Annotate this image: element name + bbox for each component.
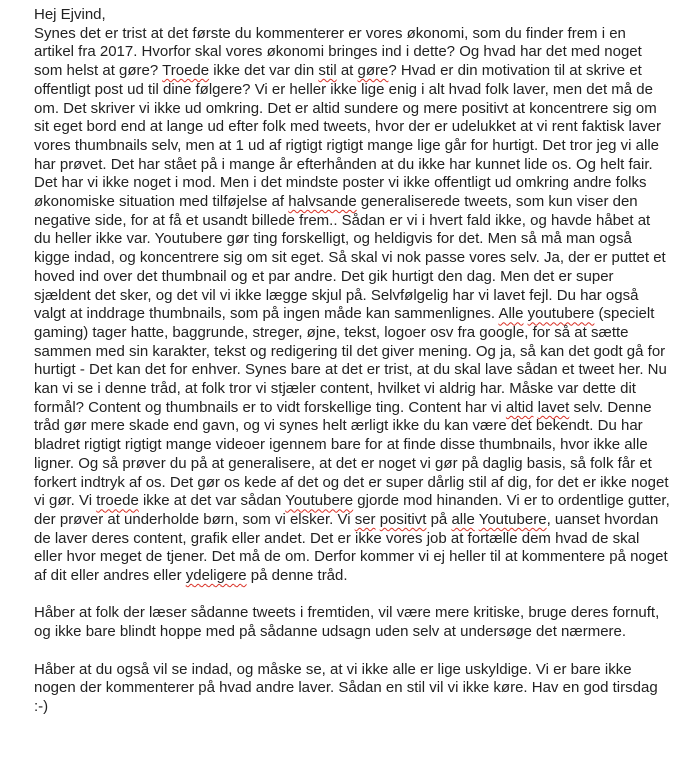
paragraph-gap	[34, 642, 670, 661]
spellcheck-flagged-word: ydeligere	[185, 567, 247, 585]
spellcheck-flagged-word: ser	[354, 510, 376, 528]
text-run: Håber at du også vil se indad, og måske se, at vi ikke alle er lige uskyldige. Vi er bare ikke nogen der kommenterer på hvad andre laver. Sådan en stil vil vi ikke køre. Hav en god tirsdag :-)	[34, 660, 658, 715]
spellcheck-flagged-word: youtubere	[527, 305, 595, 323]
spellcheck-flagged-word: troede	[96, 492, 139, 510]
text-run: på	[426, 510, 452, 528]
text-run: generaliserede tweets, som kun viser den negative side, for at få et usandt billede frem.. Sådan er vi i hvert fald ikke, og havde håbet at du heller ikke var. Youtubere gør ting forskelligt, og heldigvis for det. Men så må man også kigge indad, og koncentrere sig om sit eget. Så skal vi nok passe vores selv. Ja, der er puttet et hoved ind over det thumbnail og et par andre. Det gik hurtigt den dag. Men det er super sjældent det sker, og det vil vi ikke lægge skjul på. Selvfølgelig har vi lavet fejl. Du har også valgt at inddrage thumbnails, som på ingen måde kan sammenlignes.	[34, 193, 666, 323]
spellcheck-flagged-word: altid	[505, 398, 534, 416]
text-run: selv. Denne tråd gør mere skade end gavn, og vi synes helt ærligt ikke du kan være det bekendt. Du har bladret rigtigt rigtigt mange videoer igennem bare for at finde disse thumbnails, hvor ikke alle ligner. Og så prøver du på at generalisere, at det er noget vi gør på daglig basis, så folk får et forkert indtryk af os. Det gør os kede af det og det er super dårlig stil af dig, for det er ikke noget vi gør. Vi	[34, 398, 669, 510]
spellcheck-flagged-word: halvsande	[288, 193, 357, 211]
spellcheck-flagged-word: positivt	[379, 510, 427, 528]
text-run: ? Hvad er din motivation til at skrive et offentligt post ud til dine følgere? Vi er heller ikke lige enig i alt hvad folk laver, men det må de om. Det skriver vi ikke ud omkring. Det er altid sundere og mere positivt at koncentrere sig om sit eget bord end at lange ud efter folk med tweets, hvor der er udelukket at vi rent faktisk laver vores thumbnails selv, men at 1 ud af rigtigt rigtigt mange lige går for hurtigt. Det tror jeg vi alle har prøvet. Det har stået på i mange år efterhånden at du ikke har kunnet lide os. Og helt fair. Det har vi ikke noget i mod. Men i det mindste poster vi ikke offentligt ud omkring andre folks økonomiske situation med tilføjelse af	[34, 62, 661, 211]
spellcheck-flagged-word: gøre	[357, 62, 389, 80]
spellcheck-flagged-word: Youtubere	[285, 492, 354, 510]
spellcheck-flagged-word: lavet	[537, 398, 570, 416]
spellcheck-flagged-word: Troede	[162, 62, 210, 80]
spellcheck-flagged-word: Youtubere	[478, 510, 547, 528]
spellcheck-flagged-word: stil	[318, 62, 337, 80]
letter-document	[34, 6, 670, 717]
body-paragraph-1	[34, 25, 670, 586]
spellcheck-flagged-word: alle	[451, 510, 475, 528]
body-paragraph-2	[34, 604, 670, 641]
paragraph-gap	[34, 586, 670, 605]
text-run: Håber at folk der læser sådanne tweets i fremtiden, vil være mere kritiske, bruge deres fornuft, og ikke bare blindt hoppe med på sådanne udsagn uden selv at undersøge det nærmere.	[34, 604, 660, 641]
text-run: ikke det var din	[209, 62, 319, 80]
text-run: Synes det er trist at det første du kommenterer er vores økonomi, som du finder frem i en artikel fra 2017. Hvorfor skal vores økonomi bringes ind i dette? Og hvad har det med noget som helst at gøre?	[34, 24, 642, 80]
greeting-line: Hej Ejvind,	[34, 6, 106, 23]
text-run: gjorde mod hinanden. Vi er to ordentlige gutter, der prøver at underholde børn, som vi elsker. Vi	[34, 492, 670, 528]
text-run: på denne tråd.	[246, 567, 348, 585]
text-run: (specielt gaming) tager hatte, baggrunde, streger, øjne, tekst, logoer osv fra google, for så at sætte sammen med sin karakter, tekst og redigering til det giver mening. Og ja, så kan det godt gå for hurtigt - Det kan det for enhver. Synes bare at det er trist, at du skal lave sådan et tweet her. Nu kan vi se i denne tråd, at folk tror vi stjæler content, hvilket vi aldrig har. Måske var dette dit formål? Content og thumbnails er to vidt forskellige ting. Content har vi	[34, 305, 667, 416]
spellcheck-flagged-word: Alle	[498, 305, 524, 323]
text-run: at	[336, 62, 358, 80]
text-run: ikke at det var sådan	[138, 492, 286, 510]
text-run: , uanset hvordan de laver deres content, grafik eller andet. Det er ikke vores job at fortælle dem hvad de skal eller hvor meget de tjener. Det må de om. Derfor kommer vi ej heller til at kommentere på noget af dit eller andres eller	[34, 510, 668, 585]
body-paragraph-3	[34, 661, 670, 717]
